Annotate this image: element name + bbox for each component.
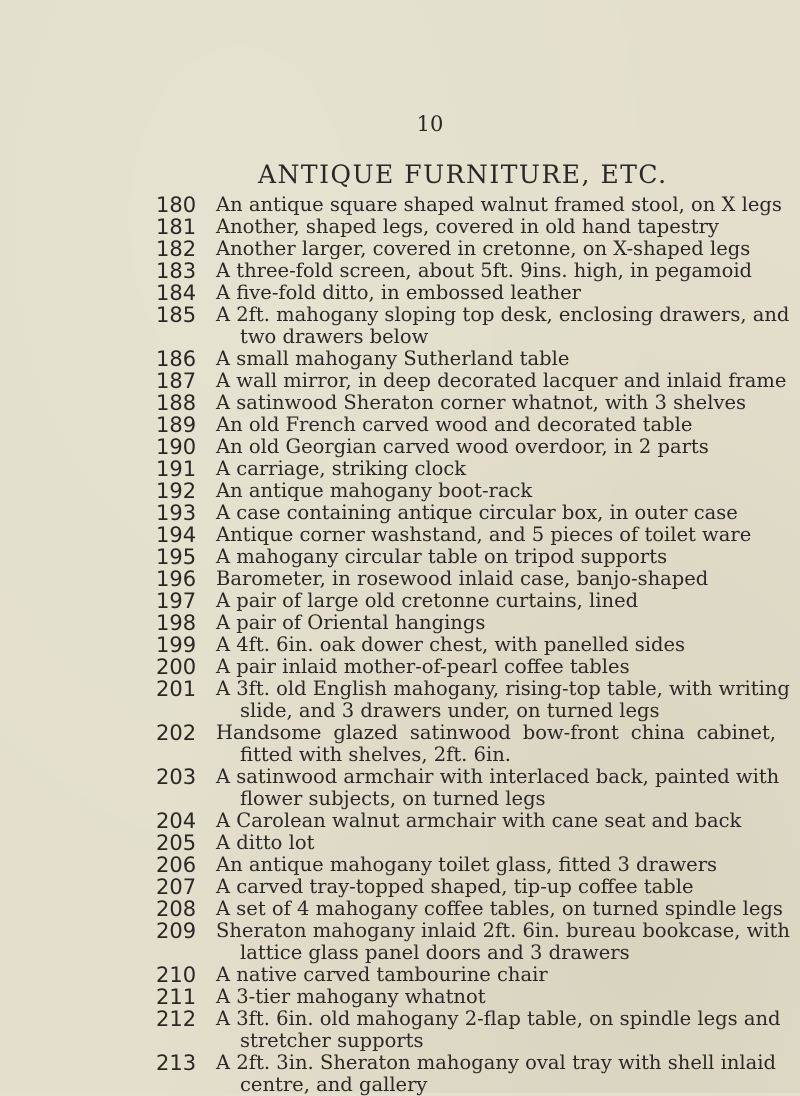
lot-number: 207 (156, 875, 197, 899)
lot-number: 209 (156, 919, 197, 943)
lot-description (216, 216, 776, 238)
lot-entry (0, 898, 800, 920)
lot-entry (0, 986, 800, 1008)
lot-entry (0, 282, 800, 304)
lot-entry (0, 502, 800, 524)
lot-number: 210 (156, 963, 197, 987)
lot-list (0, 194, 800, 1096)
lot-entry (0, 348, 800, 370)
lot-entry (0, 480, 800, 502)
lot-number: 201 (156, 677, 197, 701)
lot-description (216, 1007, 781, 1052)
lot-number: 191 (156, 457, 197, 481)
lot-entry (0, 832, 800, 854)
lot-description-line: An antique mahogany toilet glass, fitted 3 drawers (216, 853, 718, 876)
lot-entry (0, 392, 800, 414)
lot-description-line: A set of 4 mahogany coffee tables, on turned spindle legs (216, 897, 783, 920)
lot-number: 187 (156, 369, 197, 393)
lot-description (216, 303, 790, 348)
lot-description-line: An old French carved wood and decorated table (216, 413, 693, 436)
lot-description-line: A ditto lot (216, 831, 315, 854)
lot-description-line: An old Georgian carved wood overdoor, in 2 parts (216, 435, 709, 458)
lot-description (216, 392, 776, 414)
section-title: ANTIQUE FURNITURE, ETC. (258, 160, 668, 189)
lot-description-line: A satinwood Sheraton corner whatnot, with 3 shelves (216, 391, 747, 414)
lot-entry (0, 722, 800, 766)
lot-number: 197 (156, 589, 197, 613)
lot-entry (0, 854, 800, 876)
lot-description (216, 810, 776, 832)
lot-description (216, 436, 776, 458)
lot-description-line: A 3-tier mahogany whatnot (216, 985, 486, 1008)
lot-entry (0, 260, 800, 282)
lot-description-line: A 4ft. 6in. oak dower chest, with panelled sides (216, 633, 686, 656)
lot-description (216, 832, 776, 854)
lot-entry (0, 634, 800, 656)
lot-description (216, 414, 776, 436)
lot-description-line: flower subjects, on turned legs (240, 787, 546, 810)
lot-entry (0, 810, 800, 832)
lot-number: 204 (156, 809, 197, 833)
lot-number: 194 (156, 523, 197, 547)
lot-description-line: A mahogany circular table on tripod supports (216, 545, 668, 568)
lot-description (216, 854, 776, 876)
lot-entry (0, 568, 800, 590)
lot-number: 189 (156, 413, 197, 437)
lot-number: 200 (156, 655, 197, 679)
lot-description-line: A Carolean walnut armchair with cane seat and back (216, 809, 742, 832)
lot-number: 196 (156, 567, 197, 591)
lot-description (216, 502, 776, 524)
lot-description-line: A satinwood armchair with interlaced back, painted with (216, 765, 780, 788)
lot-entry (0, 524, 800, 546)
lot-entry (0, 656, 800, 678)
lot-description-line: centre, and gallery (240, 1073, 428, 1096)
lot-description-line: A five-fold ditto, in embossed leather (216, 281, 581, 304)
lot-description (216, 193, 782, 216)
lot-description-line: A case containing antique circular box, in outer case (216, 501, 738, 524)
lot-description (216, 480, 776, 502)
lot-description-line: A native carved tambourine chair (216, 963, 548, 986)
lot-description-line: An antique mahogany boot-rack (216, 479, 533, 502)
lot-description-line: slide, and 3 drawers under, on turned legs (240, 699, 660, 722)
lot-description-line: Antique corner washstand, and 5 pieces of toilet ware (216, 523, 752, 546)
lot-number: 212 (156, 1007, 197, 1031)
lot-entry (0, 1052, 800, 1096)
lot-number: 211 (156, 985, 197, 1009)
lot-entry (0, 194, 800, 216)
lot-description-line: Handsome glazed satinwood bow-front china cabinet, (216, 721, 776, 744)
lot-description-line: An antique square shaped walnut framed stool, on X legs (216, 193, 782, 216)
lot-description-line: A 2ft. mahogany sloping top desk, enclosing drawers, and (216, 303, 790, 326)
lot-entry (0, 678, 800, 722)
lot-entry (0, 216, 800, 238)
lot-description (216, 524, 776, 546)
lot-number: 192 (156, 479, 197, 503)
lot-description (216, 612, 776, 634)
lot-description (216, 458, 776, 480)
lot-description-line: A pair of large old cretonne curtains, lined (216, 589, 639, 612)
lot-description (216, 876, 776, 898)
lot-description-line: Another larger, covered in cretonne, on X-shaped legs (216, 237, 751, 260)
lot-entry (0, 920, 800, 964)
lot-number: 184 (156, 281, 197, 305)
lot-description (216, 677, 790, 722)
lot-entry (0, 238, 800, 260)
lot-number: 206 (156, 853, 197, 877)
lot-number: 186 (156, 347, 197, 371)
lot-description (216, 919, 790, 964)
lot-entry (0, 876, 800, 898)
lot-number: 190 (156, 435, 197, 459)
lot-number: 195 (156, 545, 197, 569)
lot-number: 198 (156, 611, 197, 635)
lot-description-line: stretcher supports (240, 1029, 424, 1052)
lot-number: 180 (156, 193, 197, 217)
lot-description-line: A pair of Oriental hangings (216, 611, 486, 634)
lot-number: 213 (156, 1051, 197, 1075)
lot-entry (0, 458, 800, 480)
lot-description (216, 986, 776, 1008)
lot-description-line: Sheraton mahogany inlaid 2ft. 6in. bureau bookcase, with (216, 919, 790, 942)
lot-entry (0, 546, 800, 568)
page-number: 10 (416, 112, 444, 136)
lot-entry (0, 766, 800, 810)
lot-description-line: A three-fold screen, about 5ft. 9ins. high, in pegamoid (216, 259, 753, 282)
lot-number: 185 (156, 303, 197, 327)
lot-number: 183 (156, 259, 197, 283)
lot-description (216, 348, 776, 370)
lot-description (216, 634, 776, 656)
lot-description (216, 568, 776, 590)
lot-description-line: two drawers below (240, 325, 429, 348)
lot-description-line: A pair inlaid mother-of-pearl coffee tables (216, 655, 630, 678)
lot-description-line: Another, shaped legs, covered in old hand tapestry (216, 215, 719, 238)
lot-description (216, 369, 787, 392)
lot-description-line: A carriage, striking clock (216, 457, 467, 480)
lot-number: 208 (156, 897, 197, 921)
lot-number: 199 (156, 633, 197, 657)
lot-description-line: A 3ft. 6in. old mahogany 2-flap table, on spindle legs and (216, 1007, 781, 1030)
lot-number: 182 (156, 237, 197, 261)
lot-description-line: A carved tray-topped shaped, tip-up coffee table (216, 875, 694, 898)
lot-description (216, 1052, 776, 1096)
lot-entry (0, 612, 800, 634)
lot-number: 181 (156, 215, 197, 239)
lot-description-line: A 3ft. old English mahogany, rising-top table, with writing (216, 677, 790, 700)
lot-description-line: A small mahogany Sutherland table (216, 347, 570, 370)
lot-entry (0, 964, 800, 986)
lot-description (216, 260, 776, 282)
lot-entry (0, 414, 800, 436)
lot-number: 188 (156, 391, 197, 415)
lot-entry (0, 436, 800, 458)
lot-description (216, 590, 776, 612)
lot-description (216, 722, 776, 766)
lot-description (216, 897, 783, 920)
lot-description-line: A 2ft. 3in. Sheraton mahogany oval tray with shell inlaid (216, 1051, 776, 1074)
lot-description (216, 765, 780, 810)
lot-description-line: fitted with shelves, 2ft. 6in. (240, 743, 511, 766)
lot-description (216, 546, 776, 568)
lot-number: 203 (156, 765, 197, 789)
lot-number: 202 (156, 721, 197, 745)
lot-description (216, 282, 776, 304)
lot-entry (0, 1008, 800, 1052)
lot-description (216, 656, 776, 678)
lot-entry (0, 304, 800, 348)
lot-description (216, 964, 776, 986)
lot-number: 193 (156, 501, 197, 525)
lot-description-line: lattice glass panel doors and 3 drawers (240, 941, 630, 964)
lot-description-line: A wall mirror, in deep decorated lacquer and inlaid frame (216, 369, 787, 392)
lot-description (216, 238, 776, 260)
lot-description-line: Barometer, in rosewood inlaid case, banjo-shaped (216, 567, 709, 590)
lot-number: 205 (156, 831, 197, 855)
lot-entry (0, 590, 800, 612)
lot-entry (0, 370, 800, 392)
